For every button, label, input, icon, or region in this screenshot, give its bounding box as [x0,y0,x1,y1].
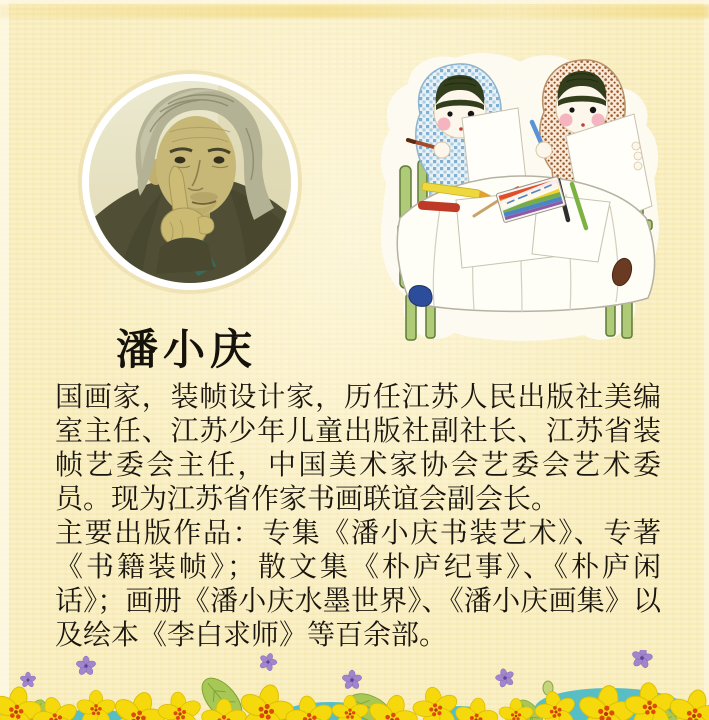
page-left-edge [0,0,9,720]
author-portrait [78,70,302,294]
biography-text [55,381,661,653]
mouth [581,123,585,127]
cheek [438,118,451,131]
top-texture-band [0,5,709,18]
author-name-title: 潘小庆 [116,328,258,374]
bio-paragraph-2: 主要出版作品：专集《潘小庆书装艺术》、专著《书籍装帧》；散文集《朴庐纪事》、《朴庐闲话》；画册《潘小庆水墨世界》、《潘小庆画集》以及绘本《李白求师》等百余部。 [55,518,661,651]
bio-paragraph-1: 国画家，装帧设计家，历任江苏人民出版社美编室主任、江苏少年儿童出版社副社长、江苏省装帧艺委会主任，中国美术家协会艺委会艺术委员。现为江苏省作家书画联谊会副会长。 [55,382,661,515]
mouth [459,127,463,131]
author-portrait-photo [78,70,302,294]
eye [590,107,596,113]
two-children-drawing-at-table [370,48,670,348]
yellow-flower-border [0,650,709,720]
hand [536,142,552,158]
page-top-edge [0,0,709,4]
eye [447,111,452,116]
page-right-edge [704,0,709,720]
eye [569,107,574,112]
flower-border [0,650,709,720]
purple-flowers [20,650,655,690]
hand [434,142,450,158]
blue-shoe [409,286,432,307]
children-illustration [370,48,670,348]
cheek [560,114,573,127]
